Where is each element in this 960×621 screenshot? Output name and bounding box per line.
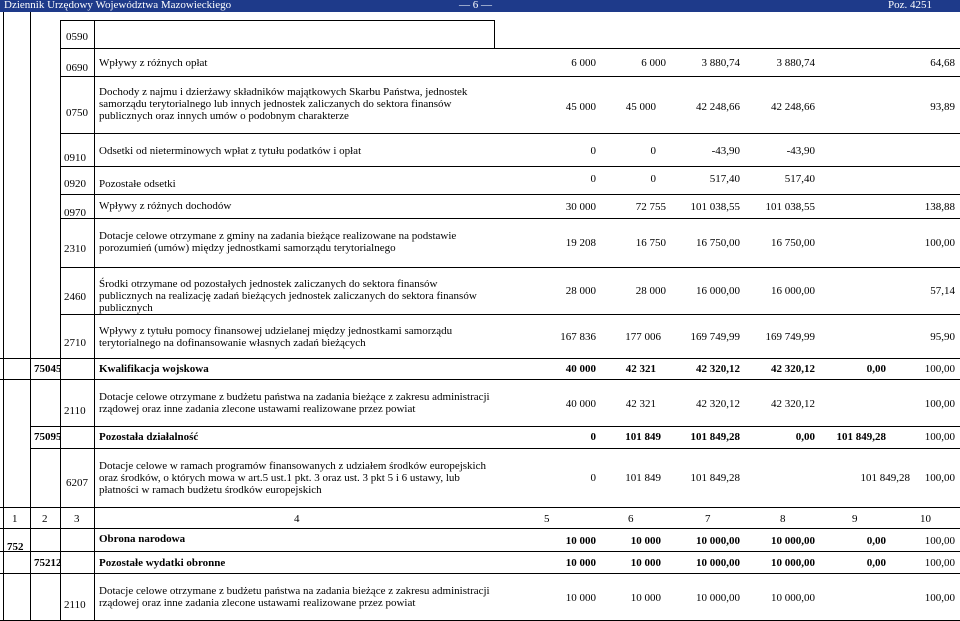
column-number: 1 (12, 513, 18, 525)
column-number: 8 (780, 513, 786, 525)
column-number: 3 (74, 513, 80, 525)
value-after-changes: 42 321 (625, 398, 656, 410)
value-after-changes: 101 849 (625, 472, 661, 484)
value-execution: 42 320,12 (696, 398, 740, 410)
value-plan: 10 000 (565, 557, 596, 569)
desc-75045: Kwalifikacja wojskowa (99, 363, 209, 375)
desc-2710: Wpływy z tytułu pomocy finansowej udzielanej między jednostkami samorządu terytorialnego na dofinansowanie własnych zadań bieżących (99, 325, 453, 349)
column-number: 2 (42, 513, 48, 525)
column-number: 9 (852, 513, 858, 525)
desc-752: Obrona narodowa (99, 533, 186, 545)
value-after-changes: 16 750 (635, 237, 666, 249)
value-execution: 517,40 (709, 173, 740, 185)
value-percent: 100,00 (924, 472, 955, 484)
column-number: 4 (294, 513, 300, 525)
value-execution: 101 849,28 (690, 431, 740, 443)
code-6207: 6207 (66, 477, 88, 489)
value-plan: 28 000 (565, 285, 596, 297)
desc-2110: Dotacje celowe otrzymane z budżetu państwa na zadania bieżące z zakresu administracji rządowej oraz inne zadania zlecone ustawami realizowane przez powiat (99, 585, 490, 609)
value-percent: 100,00 (924, 592, 955, 604)
value-current: 517,40 (784, 173, 815, 185)
value-property: 0,00 (866, 557, 886, 569)
value-execution: 16 750,00 (696, 237, 740, 249)
value-property: 0,00 (866, 363, 886, 375)
value-after-changes: 177 006 (625, 331, 661, 343)
value-after-changes: 28 000 (635, 285, 666, 297)
value-plan: 40 000 (565, 363, 596, 375)
value-current: 10 000,00 (771, 592, 815, 604)
code-75045: 75045 (34, 363, 62, 375)
code-75212: 75212 (34, 557, 62, 569)
value-percent: 100,00 (924, 363, 955, 375)
value-after-changes: 10 000 (630, 535, 661, 547)
value-current: 101 038,55 (765, 201, 815, 213)
code-2110: 2110 (64, 599, 86, 611)
value-percent: 100,00 (924, 398, 955, 410)
value-execution: 10 000,00 (696, 535, 740, 547)
desc-2460: Środki otrzymane od pozostałych jednostek zaliczanych do sektora finansów publicznych na realizację zadań bieżących jednostek zaliczanych do sektora finansów publicznych (99, 278, 477, 314)
desc-75095: Pozostała działalność (99, 431, 199, 443)
value-plan: 45 000 (565, 101, 596, 113)
value-execution: 42 320,12 (696, 363, 740, 375)
desc-0970: Wpływy z różnych dochodów (99, 200, 232, 212)
value-plan: 30 000 (565, 201, 596, 213)
code-0920: 0920 (64, 178, 86, 190)
desc-75212: Pozostałe wydatki obronne (99, 557, 226, 569)
value-plan: 0 (590, 145, 596, 157)
value-plan: 40 000 (565, 398, 596, 410)
value-after-changes: 0 (650, 145, 656, 157)
value-execution: 3 880,74 (701, 57, 740, 69)
value-execution: 10 000,00 (696, 592, 740, 604)
value-current: 16 000,00 (771, 285, 815, 297)
value-plan: 10 000 (565, 535, 596, 547)
value-current: 169 749,99 (765, 331, 815, 343)
value-plan: 10 000 (565, 592, 596, 604)
value-current: 10 000,00 (771, 535, 815, 547)
column-number: 5 (544, 513, 550, 525)
value-after-changes: 45 000 (625, 101, 656, 113)
value-percent: 100,00 (924, 237, 955, 249)
document-header (0, 0, 960, 12)
page-number: — 6 — (459, 0, 492, 11)
value-current: 3 880,74 (776, 57, 815, 69)
value-after-changes: 6 000 (641, 57, 666, 69)
journal-title: Dziennik Urzędowy Województwa Mazowieckiego (4, 0, 232, 11)
value-after-changes: 101 849 (625, 431, 661, 443)
code-2110: 2110 (64, 405, 86, 417)
value-execution: 169 749,99 (690, 331, 740, 343)
desc-0920: Pozostałe odsetki (99, 178, 176, 190)
column-number: 10 (920, 513, 931, 525)
desc-6207: Dotacje celowe w ramach programów finansowanych z udziałem środków europejskich oraz środków, o których mowa w art.5 ust.1 pkt. 3 oraz ust. 3 pkt 5 i 6 ustawy, lub płatności w ramach budżetu środków europejskich (99, 460, 486, 496)
value-current: -43,90 (786, 145, 815, 157)
value-percent: 100,00 (924, 535, 955, 547)
value-percent: 100,00 (924, 557, 955, 569)
value-after-changes: 42 321 (625, 363, 656, 375)
value-property: 0,00 (866, 535, 886, 547)
value-percent: 64,68 (930, 57, 955, 69)
position-number: Poz. 4251 (888, 0, 932, 11)
desc-2310: Dotacje celowe otrzymane z gminy na zadania bieżące realizowane na podstawie porozumień (umów) między jednostkami samorządu terytorialnego (99, 230, 457, 254)
value-after-changes: 0 (650, 173, 656, 185)
column-number: 7 (705, 513, 711, 525)
code-752: 752 (7, 541, 24, 553)
value-plan: 0 (590, 431, 596, 443)
desc-0750: Dochody z najmu i dzierżawy składników majątkowych Skarbu Państwa, jednostek samorządu terytorialnego lub innych jednostek zaliczanych do sektora finansów publicznych oraz innych umów o podobnym charakterze (99, 86, 468, 122)
value-plan: 0 (590, 472, 596, 484)
value-execution: 101 038,55 (690, 201, 740, 213)
desc-0910: Odsetki od nieterminowych wpłat z tytułu podatków i opłat (99, 145, 362, 157)
value-current: 16 750,00 (771, 237, 815, 249)
code-2460: 2460 (64, 291, 86, 303)
value-percent: 57,14 (930, 285, 955, 297)
value-property: 101 849,28 (860, 472, 910, 484)
code-0690: 0690 (66, 62, 88, 74)
value-current: 10 000,00 (771, 557, 815, 569)
code-2710: 2710 (64, 337, 86, 349)
code-75095: 75095 (34, 431, 62, 443)
value-execution: 16 000,00 (696, 285, 740, 297)
value-property: 101 849,28 (836, 431, 886, 443)
value-current: 42 320,12 (771, 363, 815, 375)
value-percent: 93,89 (930, 101, 955, 113)
code-0970: 0970 (64, 207, 86, 219)
value-after-changes: 10 000 (630, 592, 661, 604)
value-current: 42 320,12 (771, 398, 815, 410)
value-current: 0,00 (795, 431, 815, 443)
value-after-changes: 72 755 (635, 201, 666, 213)
value-current: 42 248,66 (771, 101, 815, 113)
code-2310: 2310 (64, 243, 86, 255)
code-0910: 0910 (64, 152, 86, 164)
desc-0690: Wpływy z różnych opłat (99, 57, 208, 69)
value-plan: 167 836 (560, 331, 596, 343)
value-percent: 138,88 (924, 201, 955, 213)
value-execution: 10 000,00 (696, 557, 740, 569)
value-percent: 100,00 (924, 431, 955, 443)
value-after-changes: 10 000 (630, 557, 661, 569)
code-0750: 0750 (66, 107, 88, 119)
value-percent: 95,90 (930, 331, 955, 343)
column-number: 6 (628, 513, 634, 525)
value-execution: -43,90 (711, 145, 740, 157)
value-execution: 101 849,28 (690, 472, 740, 484)
value-plan: 0 (590, 173, 596, 185)
value-execution: 42 248,66 (696, 101, 740, 113)
value-plan: 19 208 (565, 237, 596, 249)
code-0590: 0590 (66, 31, 88, 43)
desc-2110: Dotacje celowe otrzymane z budżetu państwa na zadania bieżące z zakresu administracji rządowej oraz inne zadania zlecone ustawami realizowane przez powiat (99, 391, 490, 415)
value-plan: 6 000 (571, 57, 596, 69)
